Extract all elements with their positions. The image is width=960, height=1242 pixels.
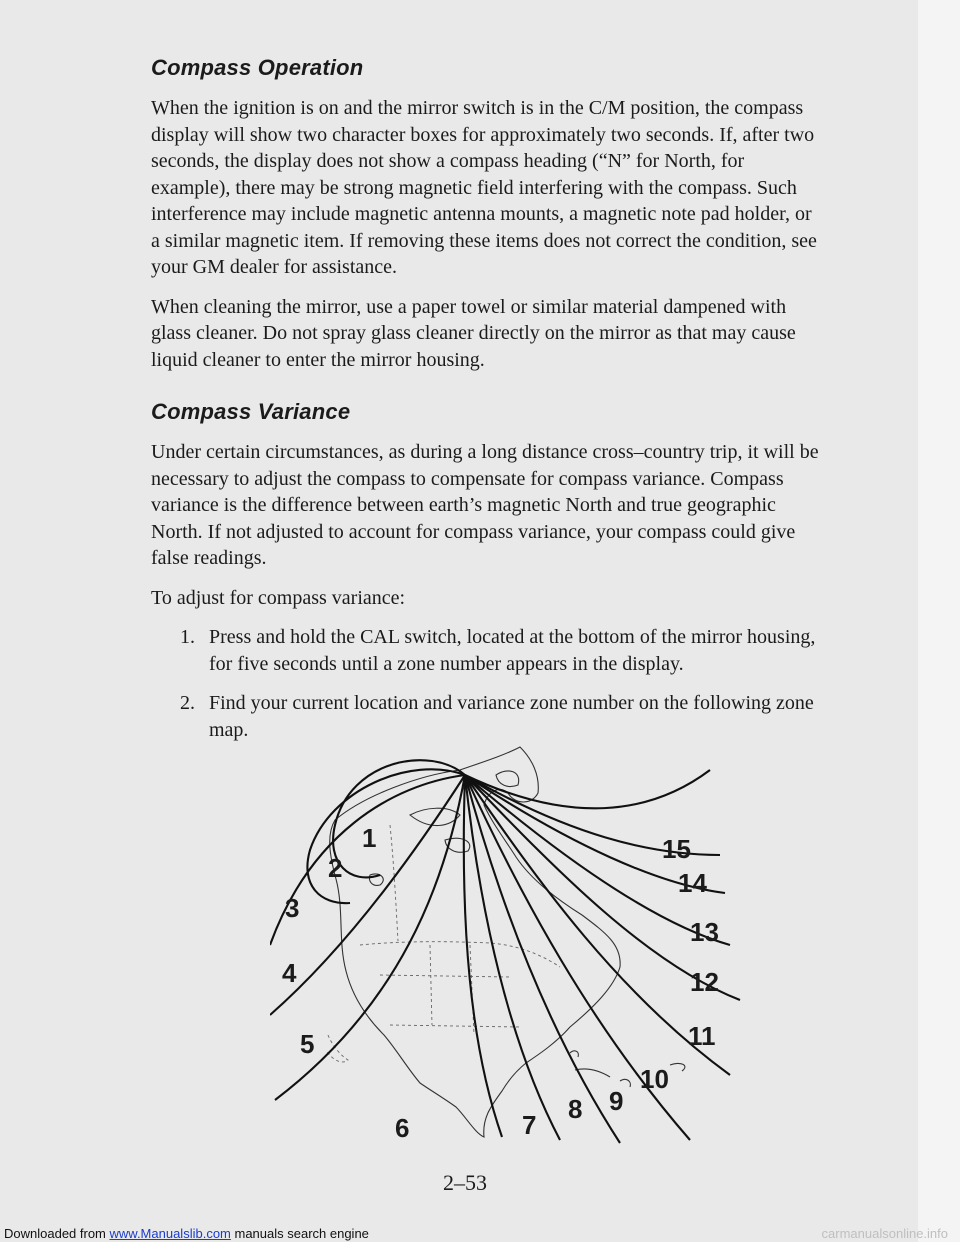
border-line [390,1025,520,1027]
zone-label: 14 [678,868,707,898]
steps-list [133,624,823,743]
paragraph-adjust-intro: To adjust for compass variance: [151,586,406,609]
zone-label: 6 [395,1113,410,1143]
footer-prefix: Downloaded from [4,1226,110,1241]
zone-label: 9 [609,1086,624,1116]
step-number: 2. [180,692,195,714]
zone-line [464,775,502,1137]
zone-label: 7 [522,1110,537,1140]
page-gutter [918,0,960,1242]
list-item [133,690,823,743]
paragraph-variance: Under certain circumstances, as during a long distance cross–country trip, it will be necessary to adjust the compass to compensate for compass variance. Compass variance is the difference between earth’s magnetic North and true geographic North. If not adjusted to account for compass variance, your compass could give false readings. [151,441,819,569]
zone-label: 13 [690,917,719,947]
watermark: carmanualsonline.info [821,1226,948,1241]
zone-label: 8 [568,1094,583,1124]
zone-label: 15 [662,834,691,864]
zone-label: 4 [282,958,297,988]
section-heading-compass-variance: Compass Variance [151,399,351,424]
border-line [430,945,432,1025]
zone-label: 12 [690,967,719,997]
border-line [360,942,560,967]
paragraph-ignition: When the ignition is on and the mirror switch is in the C/M position, the compass display will show two character boxes for approximately two seconds. If, after two seconds, the display does not show a compass heading (“N” for North, for example), there may be strong magnetic field interfering with the compass. Such interference may include magnetic antenna mounts, a magnetic note pad holder, or a similar magnetic item. If removing these items does not correct the condition, see your GM dealer for assistance. [151,97,817,278]
caribbean-outline [670,1063,685,1071]
footer-suffix: manuals search engine [230,1226,369,1241]
step-number: 1. [180,626,195,648]
zone-label: 5 [300,1029,315,1059]
zone-line [465,775,560,1140]
section-heading-compass-operation: Compass Operation [151,55,364,80]
zone-line [307,769,465,903]
border-line [380,975,510,977]
variance-zone-map [270,745,750,1145]
step-text: Press and hold the CAL switch, located at the bottom of the mirror housing, for five seconds until a zone number appears in the display. [209,626,816,675]
paragraph-cleaning: When cleaning the mirror, use a paper towel or similar material dampened with glass cleaner. Do not spray glass cleaner directly on the mirror as that may cause liquid cleaner to enter the mirror housing. [151,295,796,371]
zone-map-figure [270,745,750,1145]
download-footer [4,1226,369,1241]
text-content [133,55,823,756]
zone-label: 11 [688,1021,716,1051]
caribbean-outline [570,1051,578,1057]
island-outline [410,808,460,825]
step-text: Find your current location and variance zone number on the following zone map. [209,692,814,741]
island-outline [496,771,519,787]
zone-label: 10 [640,1064,669,1094]
page-number: 2–53 [443,1170,487,1195]
border-line [390,825,398,941]
zone-label: 1 [362,823,377,853]
hawaii-outline [326,1035,348,1062]
zone-label: 3 [285,893,300,923]
list-item [133,624,823,677]
zone-label: 2 [328,853,343,883]
manualslib-link[interactable]: www.Manualslib.com [109,1226,231,1241]
